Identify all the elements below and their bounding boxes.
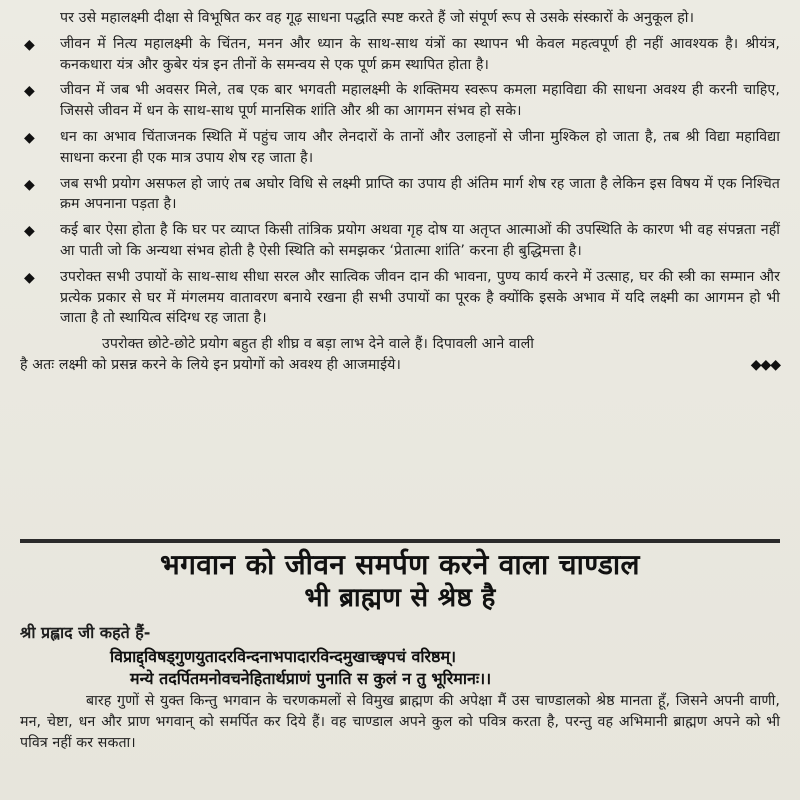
closing-line-2 <box>20 355 780 376</box>
quote-speaker: श्री प्रह्लाद जी कहते हैं- <box>20 623 151 642</box>
bullet-text: उपरोक्त सभी उपायों के साथ-साथ सीधा सरल और सात्विक जीवन दान की भावना, पुण्य कार्य करने में उत्साह, घर की स्त्री का सम्मान और प्रत्येक प्रकार से घर में मंगलमय वातावरण बनाये रखना ही सभी उपायों का पूरक है क्योंकि इसके अभाव में यदि लक्ष्मी का आगमन हो भी जाता है तो स्थायित्व संदिग्ध रह जाता है। <box>60 268 780 327</box>
lower-paragraph <box>20 691 780 753</box>
diamond-bullet-icon: ◆ <box>24 176 35 193</box>
diamond-bullet-icon: ◆ <box>24 129 35 146</box>
closing-block <box>20 334 780 376</box>
bullet-text: जब सभी प्रयोग असफल हो जाएं तब अघोर विधि से लक्ष्मी प्राप्ति का उपाय ही अंतिम मार्ग शेष रह जाता है लेकिन इस विषय में एक निश्चित क्रम अपनाना पड़ता है। <box>60 175 780 213</box>
bullet-item <box>20 174 780 216</box>
diamond-end-mark-icon: ◆◆◆ <box>750 356 780 373</box>
verse-line-2: मन्ये तदर्पितमनोवचनेहितार्थप्राणं पुनाति स कुलं न तु भूरिमानः।। <box>130 669 492 688</box>
upper-article <box>20 8 780 376</box>
intro-paragraph: पर उसे महालक्ष्मी दीक्षा से विभूषित कर वह गूढ़ साधना पद्धति स्पष्ट करते हैं जो संपूर्ण रूप से उसके संस्कारों के अनुकूल हो। <box>60 10 695 26</box>
verse-line-1: विप्राद्द्विषड्गुणयुतादरविन्दनाभपादारविन्दमुखाच्छ्वपचं वरिष्ठम्। <box>110 647 457 666</box>
closing-line-1: उपरोक्त छोटे-छोटे प्रयोग बहुत ही शीघ्र व बड़ा लाभ देने वाले हैं। दिपावली आने वाली <box>102 336 534 353</box>
section-heading <box>20 548 780 614</box>
bullet-text: जीवन में जब भी अवसर मिले, तब एक बार भगवती महालक्ष्मी के शक्तिमय स्वरूप कमला महाविद्या की साधना अवश्य ही करनी चाहिए, जिससे जीवन में धन के साथ-साथ पूर्ण मानसिक शांति और श्री का आगमन संभव हो सके। <box>60 82 780 120</box>
bullet-text: कई बार ऐसा होता है कि घर पर व्याप्त किसी तांत्रिक प्रयोग अथवा गृह दोष या अतृप्त आत्माओं की उपस्थिति के कारण भी वह संपन्नता नहीं आ पाती जो कि अन्यथा संभव होती है ऐसी स्थिति को समझकर ‘प्रेतात्मा शांति’ करना ही बुद्धिमत्ता है। <box>60 222 780 259</box>
bullet-item <box>20 80 780 122</box>
bullet-item <box>20 34 780 76</box>
section-title-line-1: भगवान को जीवन समर्पण करने वाला चाण्डाल <box>160 548 640 581</box>
closing-line-2-text: है अतः लक्ष्मी को प्रसन्न करने के लिये इन प्रयोगों को अवश्य ही आजमाईये। <box>20 356 401 373</box>
bullet-text: धन का अभाव चिंताजनक स्थिति में पहुंच जाय और लेनदारों के तानों और उलाहनों से जीना मुश्किल हो जाता है, तब श्री विद्या महाविद्या साधना करना ही एक मात्र उपाय शेष रह जाता है। <box>60 128 780 166</box>
diamond-bullet-icon: ◆ <box>24 269 35 286</box>
bullet-item <box>20 220 780 262</box>
diamond-bullet-icon: ◆ <box>24 36 35 53</box>
diamond-bullet-icon: ◆ <box>24 223 35 240</box>
section-title-line-2: भी ब्राह्मण से श्रेष्ठ है <box>304 583 496 613</box>
lower-paragraph-text: बारह गुणों से युक्त किन्तु भगवान के चरणकमलों से विमुख ब्राह्मण की अपेक्षा मैं उस चाण्डालको श्रेष्ठ मानता हूँ, जिसने अपनी वाणी, मन, चेष्टा, धन और प्राण भगवान् को समर्पित कर दिये हैं। वह चाण्डाल अपने कुल को पवित्र करता है, परन्तु वह अभिमानी ब्राह्मण अपने को भी पवित्र नहीं कर सकता। <box>20 693 780 751</box>
bullet-item <box>20 127 780 169</box>
section-divider <box>20 539 780 543</box>
diamond-bullet-icon: ◆ <box>24 83 35 100</box>
bullet-text: जीवन में नित्य महालक्ष्मी के चिंतन, मनन और ध्यान के साथ-साथ यंत्रों का स्थापन भी केवल महत्वपूर्ण ही नहीं आवश्यक है। श्रीयंत्र, कनकधारा यंत्र और कुबेर यंत्र इन तीनों के समन्वय से एक पूर्ण क्रम स्थापित होता है। <box>60 35 780 73</box>
bullet-item <box>20 267 780 329</box>
lower-article <box>20 622 780 753</box>
